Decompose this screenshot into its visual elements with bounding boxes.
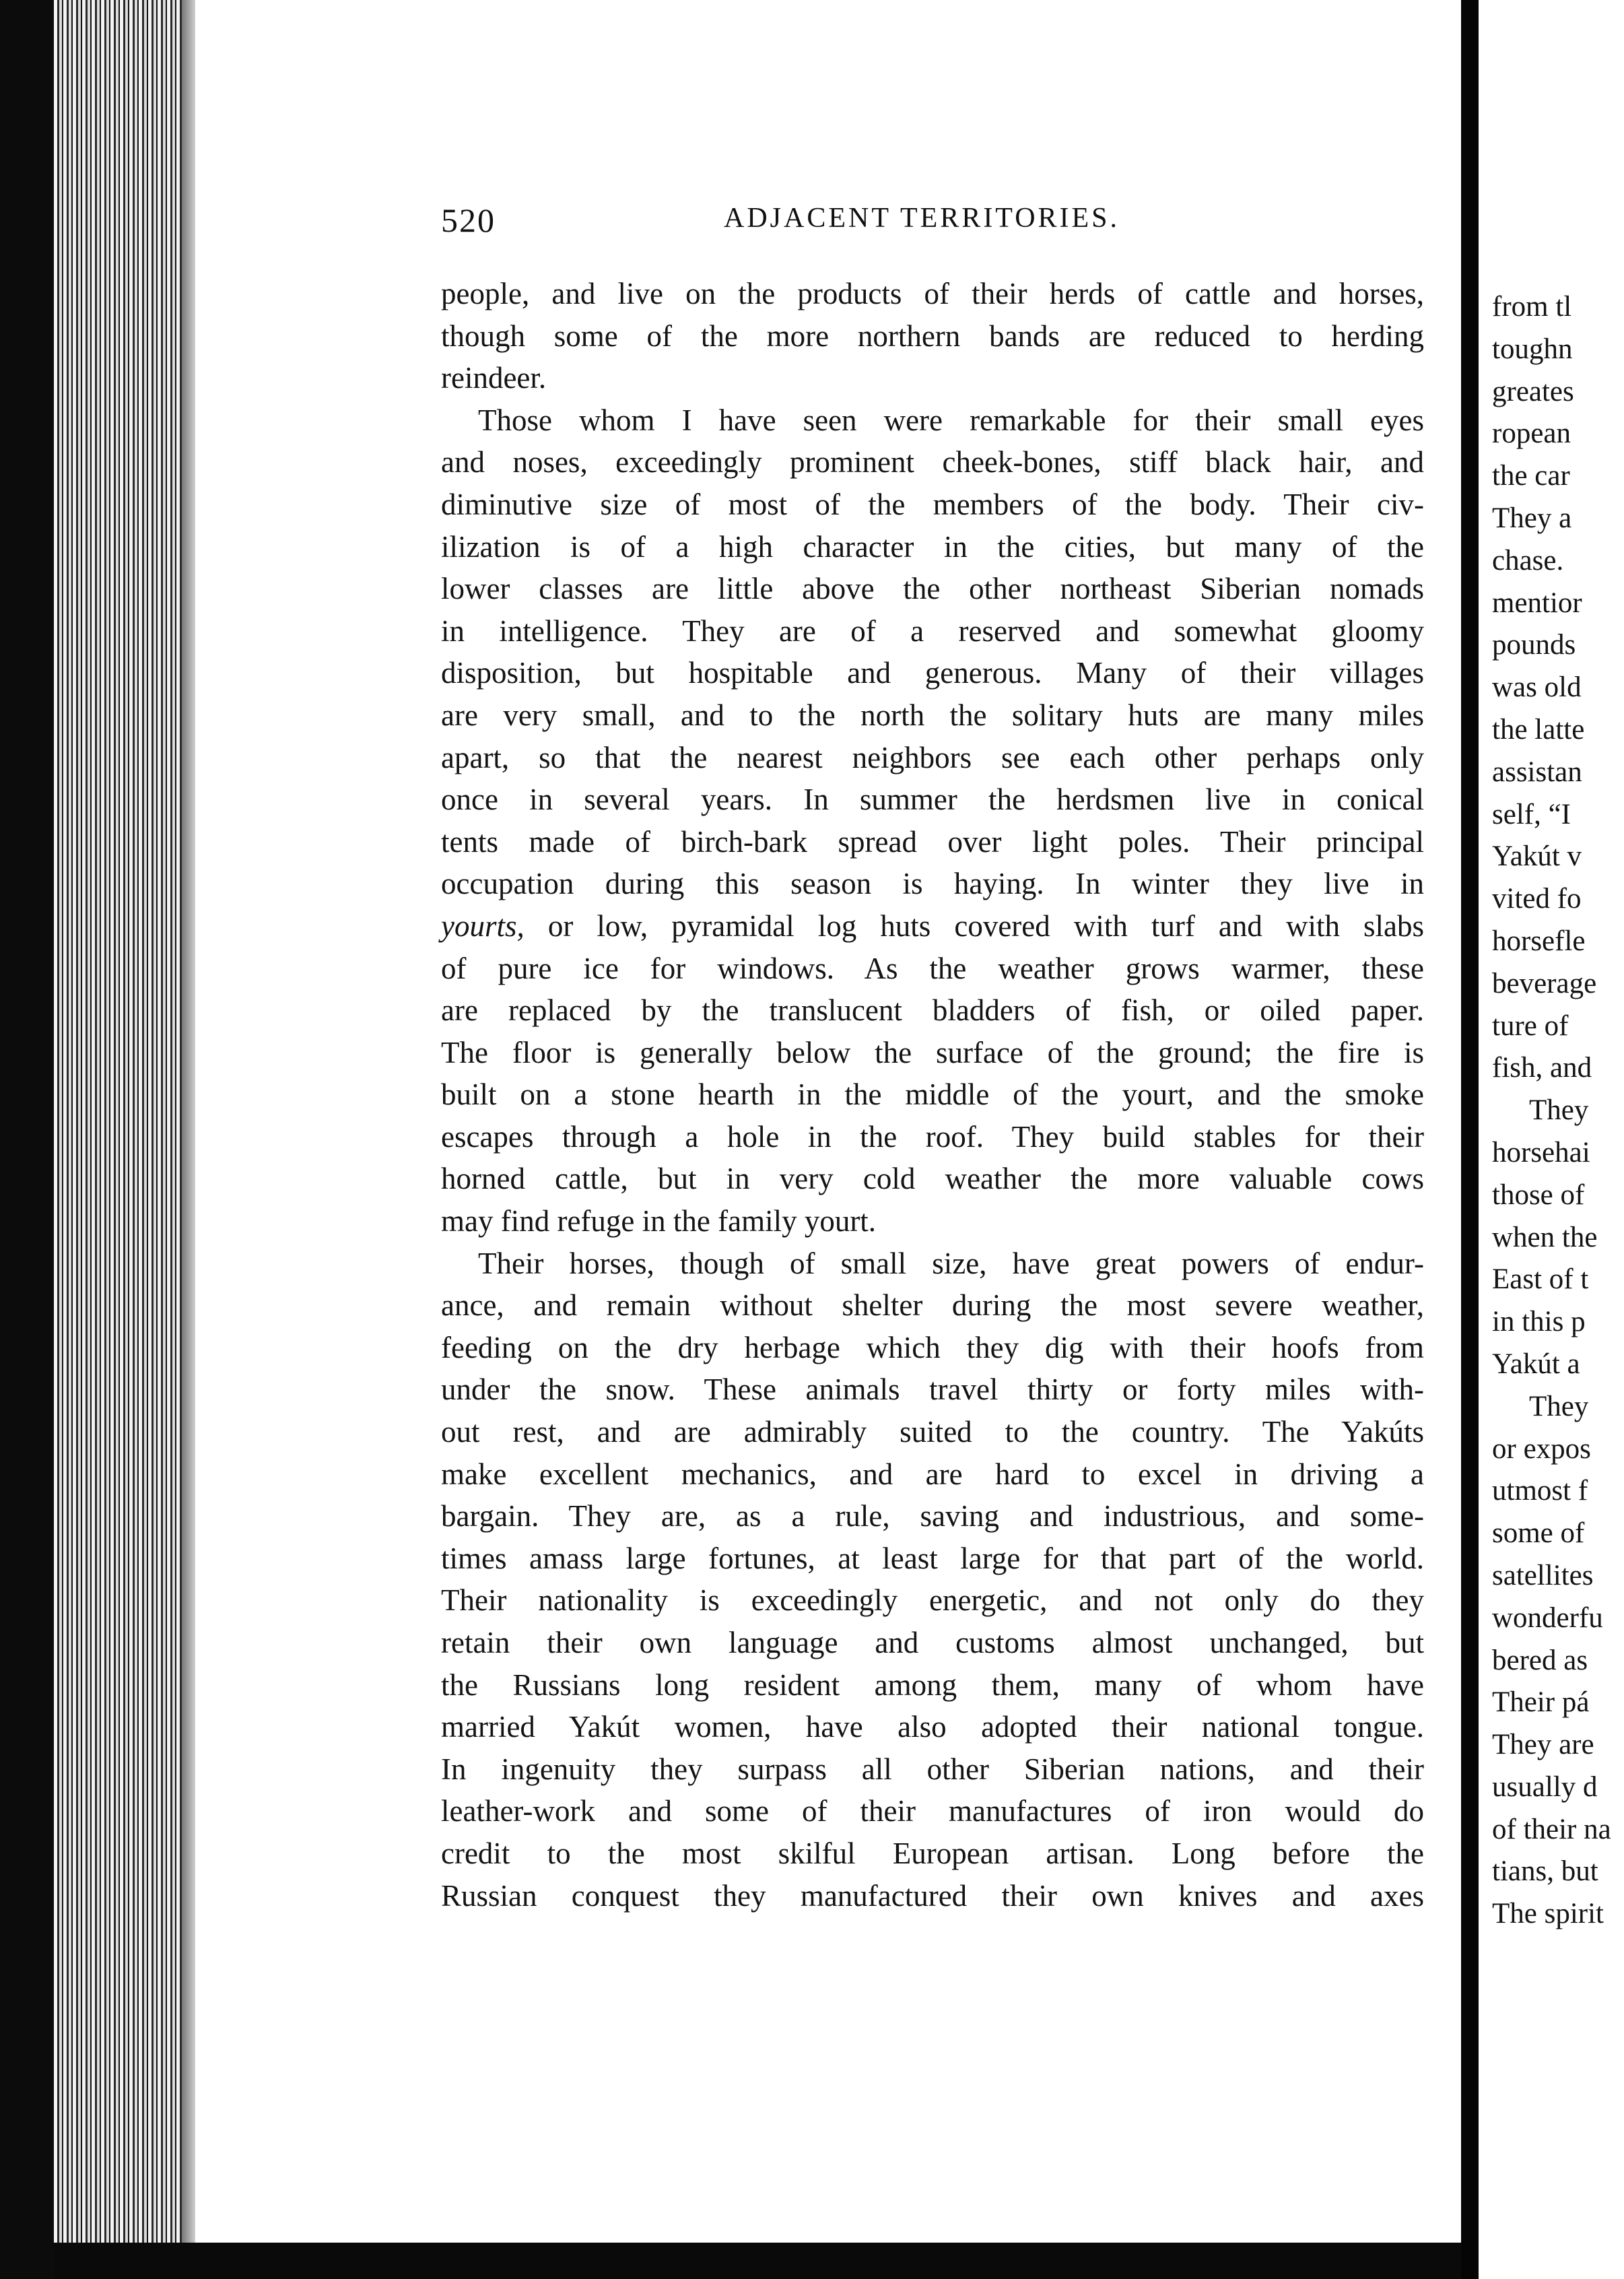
- facing-text-line: or expos: [1492, 1432, 1591, 1465]
- facing-text-line: They: [1529, 1390, 1589, 1422]
- scan-left-border: [0, 0, 54, 2279]
- text-line: Russian conquest they manufactured their own knives and axes: [441, 1878, 1424, 1913]
- facing-text-line: satellites: [1492, 1559, 1594, 1591]
- facing-text-line: was old: [1492, 671, 1582, 704]
- facing-text-line: tians, but: [1492, 1855, 1598, 1888]
- facing-text-line: wonderfu: [1492, 1601, 1603, 1634]
- facing-text-line: Yakút a: [1492, 1348, 1580, 1380]
- text-line: credit to the most skilful European artisan. Long before the: [441, 1836, 1424, 1870]
- book-gutter: [1461, 0, 1479, 2279]
- text-line: the Russians long resident among them, many of whom have: [441, 1667, 1424, 1702]
- facing-text-line: toughn: [1492, 333, 1573, 365]
- facing-text-line: of their na: [1492, 1813, 1611, 1845]
- facing-text-line: They: [1529, 1094, 1589, 1127]
- facing-text-line: some of: [1492, 1517, 1585, 1550]
- text-line: In ingenuity they surpass all other Siberian nations, and their: [441, 1752, 1424, 1786]
- facing-text-line: when the: [1492, 1221, 1598, 1253]
- text-line: Their horses, though of small size, have great powers of endur-: [478, 1246, 1424, 1280]
- text-line: once in several years. In summer the herdsmen live in conical: [441, 783, 1424, 817]
- scan-bottom-border: [54, 2243, 1461, 2279]
- facing-text-line: They are: [1492, 1729, 1594, 1761]
- text-line: in intelligence. They are of a reserved and somewhat gloomy: [441, 614, 1424, 648]
- facing-text-line: bered as: [1492, 1644, 1588, 1676]
- text-line: married Yakút women, have also adopted their national tongue.: [441, 1710, 1424, 1744]
- text-line-italic: [441, 905, 1424, 948]
- body-text: [441, 273, 1424, 1917]
- facing-text-line: East of t: [1492, 1263, 1589, 1296]
- text-line-rest: or low, pyramidal log huts covered with turf and with slabs: [547, 909, 1425, 943]
- text-line: and noses, exceedingly prominent cheek-bones, stiff black hair, and: [441, 445, 1424, 480]
- facing-text-line: self, “I: [1492, 798, 1571, 830]
- text-line: Their nationality is exceedingly energetic, and not only do they: [441, 1583, 1424, 1618]
- text-line: built on a stone hearth in the middle of the yourt, and the smoke: [441, 1078, 1424, 1112]
- text-line: apart, so that the nearest neighbors see each other perhaps only: [441, 740, 1424, 774]
- page-number: 520: [441, 201, 496, 239]
- text-line: are very small, and to the north the solitary huts are many miles: [441, 698, 1424, 732]
- facing-text-line: the car: [1492, 460, 1570, 492]
- facing-text-line: utmost f: [1492, 1475, 1588, 1507]
- facing-text-line: The spirit: [1492, 1898, 1604, 1930]
- facing-text-line: beverage: [1492, 967, 1597, 999]
- text-line: horned cattle, but in very cold weather the more valuable cows: [441, 1162, 1424, 1196]
- text-line: though some of the more northern bands are reduced to herding: [441, 319, 1424, 353]
- text-line: escapes through a hole in the roof. They build stables for their: [441, 1119, 1424, 1154]
- page-edges-stack: [54, 0, 195, 2243]
- facing-text-line: ture of: [1492, 1010, 1569, 1042]
- running-header: [441, 201, 1424, 248]
- facing-text-line: from tl: [1492, 291, 1572, 323]
- facing-text-line: usually d: [1492, 1771, 1598, 1803]
- facing-text-line: horsehai: [1492, 1136, 1590, 1168]
- facing-text-line: pounds: [1492, 629, 1576, 661]
- facing-text-line: Yakút v: [1492, 840, 1582, 873]
- facing-text-line: ropean: [1492, 418, 1571, 450]
- text-line: bargain. They are, as a rule, saving and industrious, and some-: [441, 1499, 1424, 1533]
- text-line: are replaced by the translucent bladders of fish, or oiled paper.: [441, 993, 1424, 1028]
- facing-text-line: vited fo: [1492, 883, 1582, 915]
- text-line: Those whom I have seen were remarkable for their small eyes: [478, 403, 1424, 437]
- text-line: retain their own language and customs almost unchanged, but: [441, 1626, 1424, 1659]
- text-line: out rest, and are admirably suited to the country. The Yakúts: [441, 1415, 1424, 1449]
- text-line: diminutive size of most of the members of the body. Their civ-: [441, 487, 1424, 521]
- text-line: occupation during this season is haying. In winter they live in: [441, 867, 1424, 901]
- text-line: ance, and remain without shelter during the most severe weather,: [441, 1288, 1424, 1323]
- facing-text-line: those of: [1492, 1179, 1585, 1211]
- facing-text-line: the latte: [1492, 713, 1585, 746]
- text-line: The floor is generally below the surface of the ground; the fire is: [441, 1035, 1424, 1069]
- text-line: of pure ice for windows. As the weather grows warmer, these: [441, 951, 1424, 985]
- text-line: disposition, but hospitable and generous. Many of their villages: [441, 656, 1424, 690]
- facing-text-line: fish, and: [1492, 1052, 1592, 1084]
- facing-text-line: mentior: [1492, 587, 1582, 619]
- facing-text-line: chase.: [1492, 544, 1564, 576]
- facing-page-text: [1492, 286, 1611, 1936]
- facing-text-line: assistan: [1492, 756, 1582, 788]
- text-line: reindeer.: [441, 361, 547, 395]
- text-line: times amass large fortunes, at least large for that part of the world.: [441, 1541, 1424, 1575]
- text-line: make excellent mechanics, and are hard to excel in driving a: [441, 1457, 1424, 1491]
- text-line: feeding on the dry herbage which they dig with their hoofs from: [441, 1330, 1424, 1364]
- text-line: may find refuge in the family yourt.: [441, 1204, 877, 1238]
- running-title: ADJACENT TERRITORIES.: [724, 203, 1120, 234]
- text-line: people, and live on the products of their herds of cattle and horses,: [441, 277, 1424, 310]
- text-line: tents made of birch-bark spread over light poles. Their principal: [441, 824, 1424, 859]
- text-line: leather-work and some of their manufactures of iron would do: [441, 1794, 1424, 1828]
- facing-text-line: greates: [1492, 375, 1574, 407]
- text-line: ilization is of a high character in the cities, but many of the: [441, 529, 1424, 564]
- text-line: under the snow. These animals travel thirty or forty miles with-: [441, 1373, 1424, 1407]
- facing-text-line: in this p: [1492, 1306, 1586, 1338]
- facing-text-line: Their pá: [1492, 1686, 1590, 1719]
- italic-word: yourts,: [441, 909, 525, 943]
- facing-text-line: horsefle: [1492, 925, 1586, 957]
- facing-text-line: They a: [1492, 502, 1572, 534]
- text-line: lower classes are little above the other northeast Siberian nomads: [441, 572, 1424, 606]
